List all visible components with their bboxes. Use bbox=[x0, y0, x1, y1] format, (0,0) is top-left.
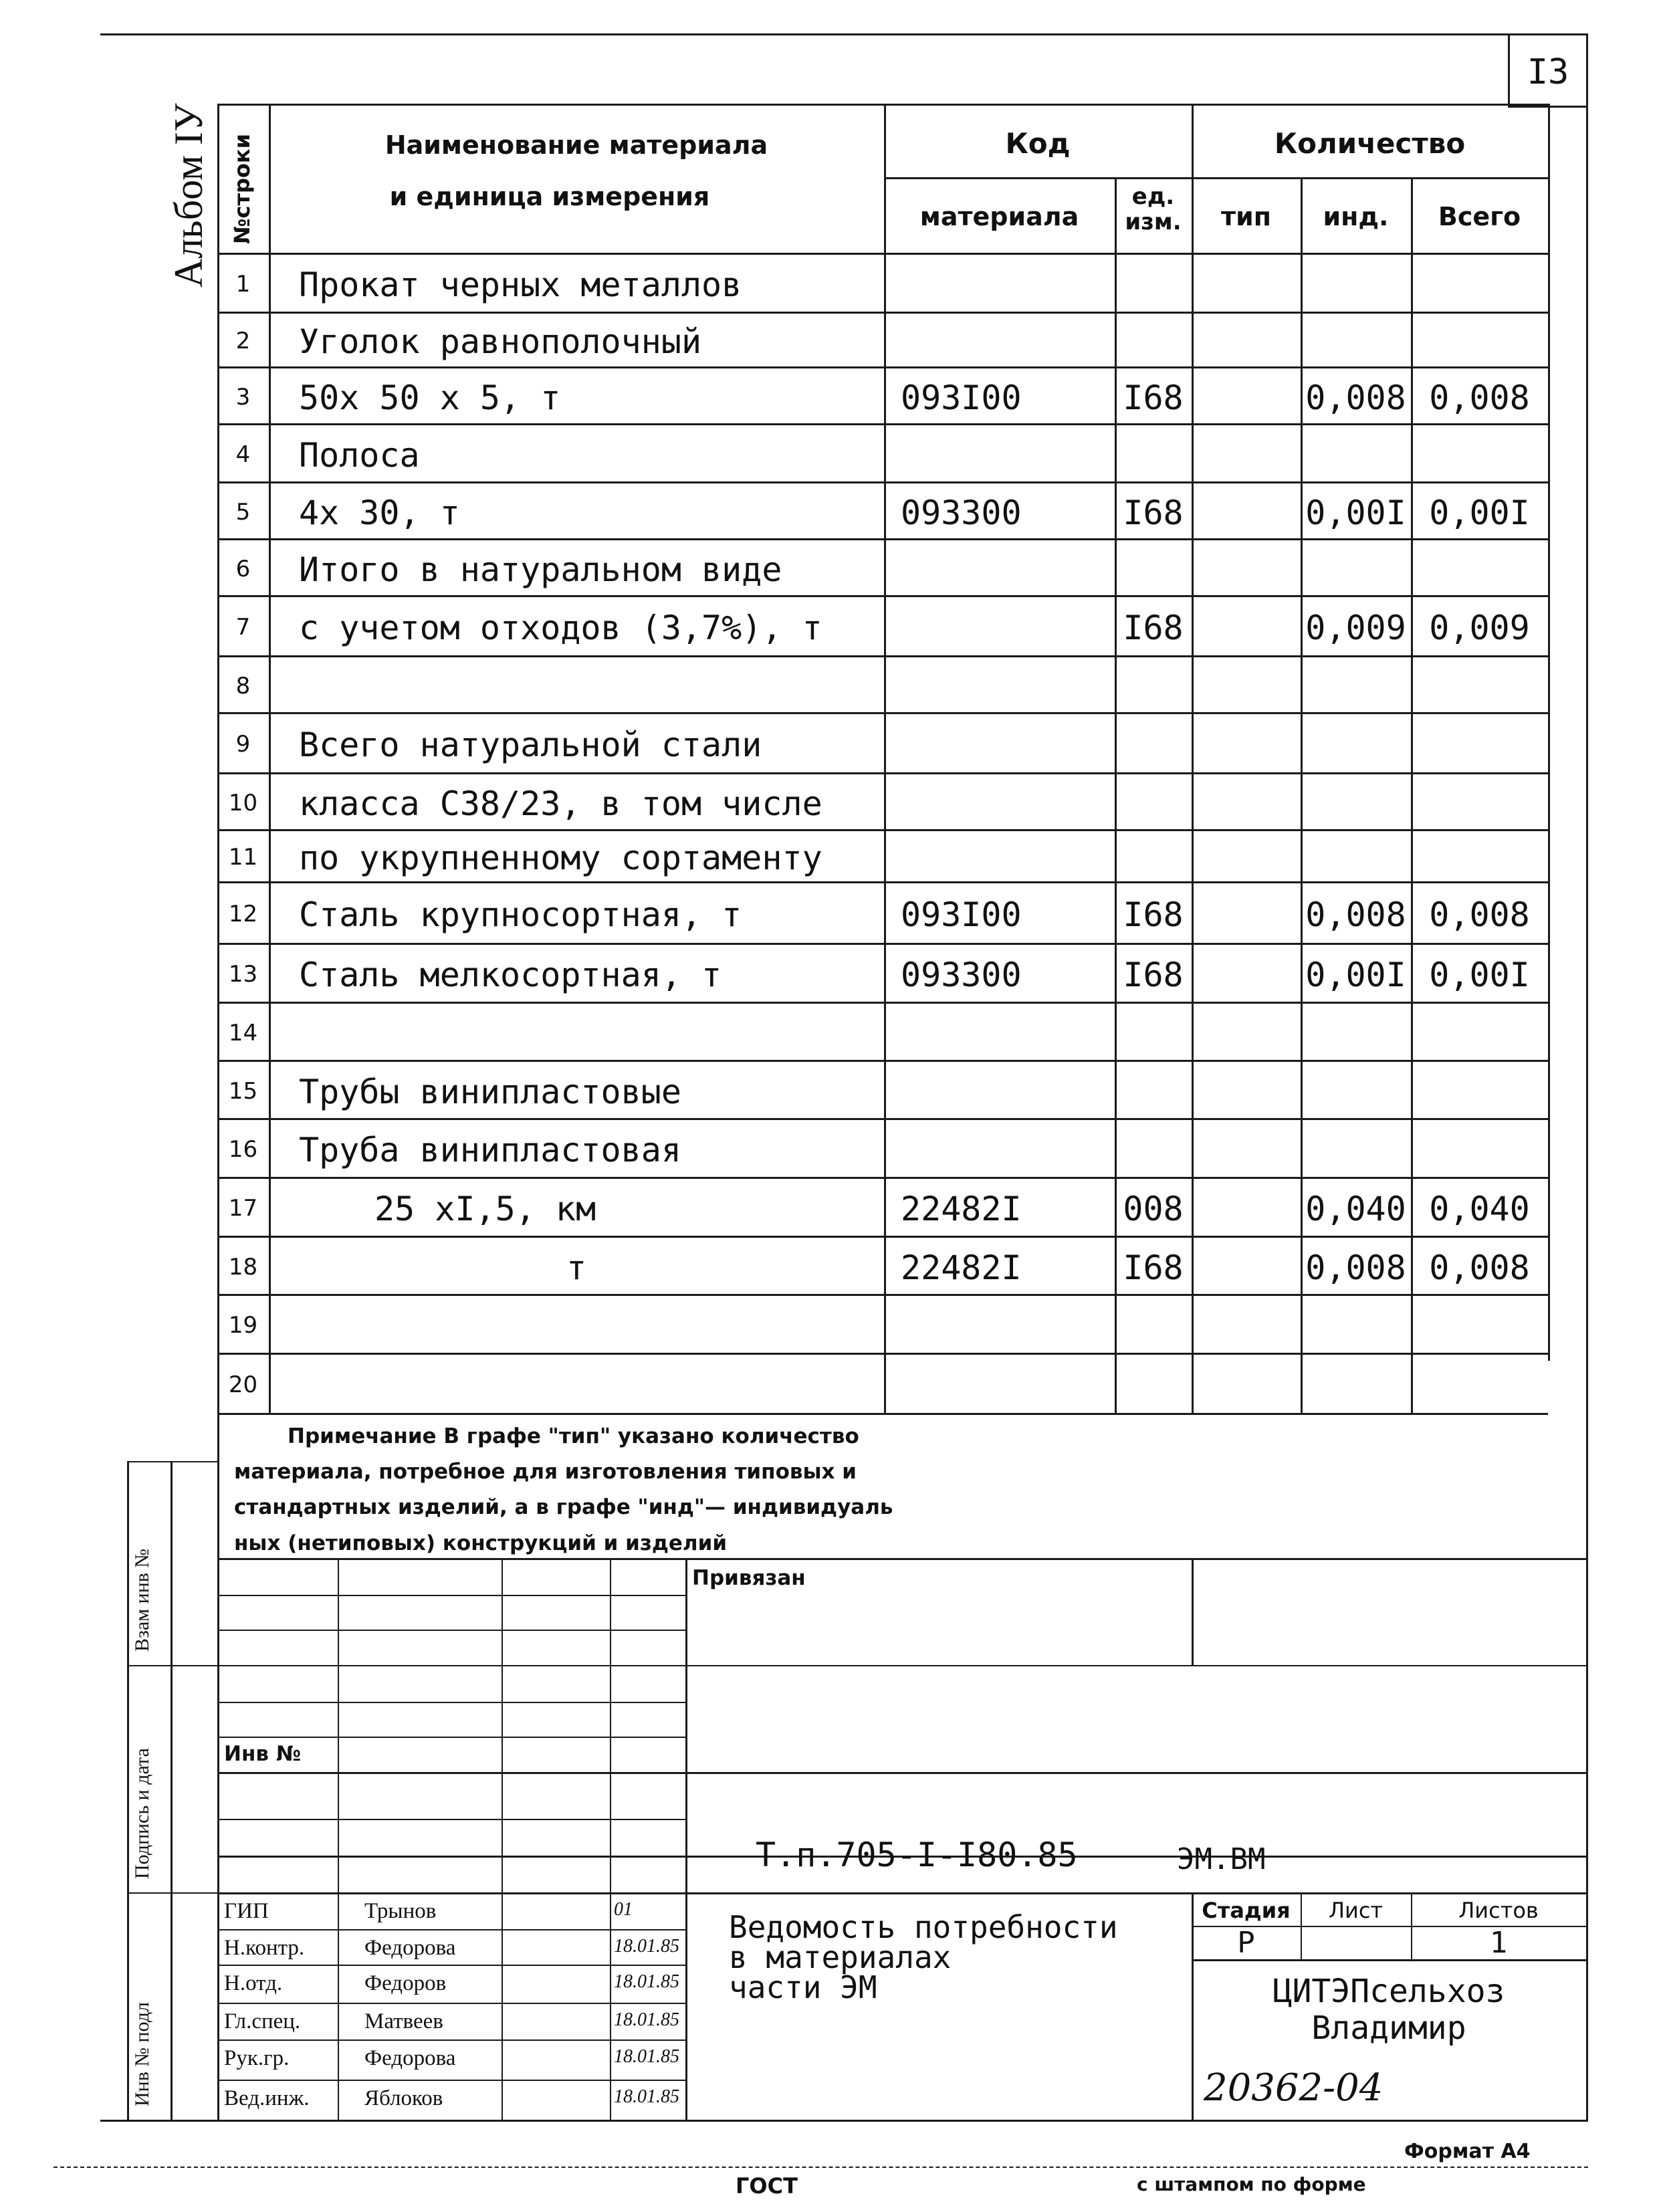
row-number: 10 bbox=[228, 789, 258, 816]
cell-ind: 0,00I bbox=[1305, 956, 1406, 994]
row-divider bbox=[217, 1177, 1548, 1179]
cell-unit: I68 bbox=[1123, 895, 1184, 934]
doc-title-line3: части ЭМ bbox=[729, 1969, 877, 2005]
margin-sign-date: Подпись и дата bbox=[131, 1748, 153, 1879]
stamp-date: 01 bbox=[614, 1899, 633, 1920]
note-line3: стандартных изделий, а в графе "инд"— индивидуаль bbox=[234, 1495, 893, 1519]
cell-unit: I68 bbox=[1123, 493, 1184, 532]
cell-total: 0,008 bbox=[1429, 895, 1530, 934]
cell-code: 093300 bbox=[901, 493, 1022, 532]
cell-unit: I68 bbox=[1123, 378, 1184, 417]
stamp-role: ГИП bbox=[224, 1899, 269, 1923]
stamp-name: Яблоков bbox=[364, 2086, 443, 2110]
cell-unit: I68 bbox=[1123, 1248, 1184, 1287]
stamp-date: 18.01.85 bbox=[614, 1936, 679, 1957]
header-row-no: №строки bbox=[229, 133, 255, 244]
header-material: материала bbox=[919, 202, 1079, 231]
row-number: 7 bbox=[235, 614, 251, 641]
row-divider bbox=[217, 1353, 1548, 1355]
stage-value: Р bbox=[1237, 1926, 1255, 1960]
row-divider bbox=[217, 423, 1548, 425]
row-number: 3 bbox=[235, 383, 251, 411]
material-name: Сталь крупносортная, т bbox=[299, 895, 742, 934]
row-number: 19 bbox=[228, 1312, 258, 1339]
material-name: Всего натуральной стали bbox=[299, 726, 762, 764]
inventory-number: 20362-04 bbox=[1204, 2066, 1384, 2110]
cell-ind: 0,008 bbox=[1305, 378, 1406, 417]
material-name: 4x 30, т bbox=[299, 493, 460, 532]
cell-code: 22482I bbox=[901, 1190, 1022, 1228]
stamp-name: Матвеев bbox=[364, 2009, 443, 2033]
cell-code: 22482I bbox=[901, 1248, 1022, 1287]
cell-ind: 0,040 bbox=[1305, 1190, 1406, 1228]
material-name: с учетом отходов (3,7%), т bbox=[299, 609, 822, 647]
row-number: 20 bbox=[228, 1371, 258, 1398]
doc-mark: ЭМ.ВМ bbox=[1177, 1842, 1266, 1876]
row-number: 6 bbox=[235, 555, 251, 582]
cell-total: 0,008 bbox=[1429, 1248, 1530, 1287]
row-number: 11 bbox=[228, 844, 258, 871]
cell-code: 093300 bbox=[901, 956, 1022, 994]
sheet-label: Лист bbox=[1328, 1898, 1384, 1923]
row-divider bbox=[217, 943, 1548, 945]
material-name: Трубы винипластовые bbox=[299, 1072, 681, 1111]
row-number: 2 bbox=[235, 328, 251, 354]
row-number: 18 bbox=[228, 1253, 258, 1281]
stamp-role: Вед.инж. bbox=[224, 2086, 310, 2110]
material-name: Уголок равнополочный bbox=[299, 322, 702, 361]
cell-total: 0,040 bbox=[1429, 1190, 1530, 1228]
row-divider bbox=[217, 1236, 1548, 1238]
note-line4: ных (нетиповых) конструкций и изделий bbox=[234, 1531, 728, 1555]
row-number: 17 bbox=[228, 1195, 258, 1222]
stamp-role: Н.контр. bbox=[224, 1936, 305, 1960]
material-name: 50x 50 x 5, т bbox=[299, 378, 561, 417]
stamp-date: 18.01.85 bbox=[614, 2046, 679, 2067]
row-divider bbox=[217, 1294, 1548, 1296]
stage-label: Стадия bbox=[1202, 1898, 1291, 1923]
margin-replace-inv: Взам инв № bbox=[131, 1548, 153, 1652]
stamp-name: Федорова bbox=[364, 2046, 456, 2070]
row-number: 1 bbox=[235, 271, 251, 298]
row-number: 5 bbox=[235, 498, 251, 526]
row-number: 16 bbox=[228, 1136, 258, 1163]
header-ind: инд. bbox=[1323, 202, 1389, 231]
row-divider bbox=[217, 538, 1548, 540]
org-line2: Владимир bbox=[1311, 2009, 1466, 2047]
binding-label: Привязан bbox=[692, 1566, 806, 1590]
row-number: 12 bbox=[228, 901, 258, 927]
material-name: Итого в натуральном виде bbox=[299, 550, 782, 589]
header-name-line2: и единица измерения bbox=[389, 182, 710, 211]
material-name: Труба винипластовая bbox=[299, 1131, 681, 1170]
stamp-form-note: с штампом по форме bbox=[1137, 2173, 1366, 2195]
material-name: Прокат черных металлов bbox=[299, 265, 742, 304]
row-number: 14 bbox=[228, 1019, 258, 1046]
row-divider bbox=[217, 1118, 1548, 1120]
material-name: Сталь мелкосортная, т bbox=[299, 956, 722, 994]
row-divider bbox=[217, 655, 1548, 657]
inv-no-label: Инв № bbox=[224, 1742, 302, 1766]
row-divider bbox=[217, 881, 1548, 883]
cell-ind: 0,009 bbox=[1305, 609, 1406, 647]
cell-unit: I68 bbox=[1123, 956, 1184, 994]
cell-total: 0,008 bbox=[1429, 378, 1530, 417]
row-number: 8 bbox=[235, 672, 251, 699]
stamp-name: Трынов bbox=[364, 1899, 437, 1923]
material-name: Полоса bbox=[299, 435, 420, 475]
material-name: по укрупненному сортаменту bbox=[299, 839, 822, 877]
stamp-role: Гл.спец. bbox=[224, 2009, 301, 2033]
row-number: 15 bbox=[228, 1077, 258, 1105]
header-quantity: Количество bbox=[1274, 127, 1466, 160]
header-type: тип bbox=[1221, 202, 1271, 231]
format-label: Формат А4 bbox=[1404, 2140, 1531, 2163]
cell-total: 0,009 bbox=[1429, 609, 1530, 647]
row-number: 9 bbox=[235, 731, 251, 758]
header-total: Всего bbox=[1438, 202, 1521, 231]
row-number: 13 bbox=[228, 961, 258, 988]
sheets-value: 1 bbox=[1489, 1926, 1508, 1960]
material-name: класса С38/23, в том числе bbox=[299, 784, 822, 823]
cell-ind: 0,008 bbox=[1305, 895, 1406, 934]
cell-code: 093I00 bbox=[901, 895, 1022, 934]
row-divider bbox=[217, 481, 1548, 483]
cell-unit: 008 bbox=[1123, 1190, 1184, 1228]
row-divider bbox=[217, 1002, 1548, 1004]
row-divider bbox=[217, 1060, 1548, 1062]
material-name: т bbox=[566, 1248, 587, 1287]
stamp-name: Федорова bbox=[364, 1936, 456, 1960]
cell-unit: I68 bbox=[1123, 609, 1184, 647]
row-divider bbox=[217, 829, 1548, 831]
cell-total: 0,00I bbox=[1429, 956, 1530, 994]
page-number: I3 bbox=[1527, 52, 1569, 92]
margin-inv-orig: Инв № подл bbox=[131, 2002, 153, 2106]
row-divider bbox=[217, 366, 1548, 368]
stamp-role: Рук.гр. bbox=[224, 2046, 290, 2070]
doc-title-line2: в материалах bbox=[729, 1939, 952, 1975]
note-line2: материала, потребное для изготовления типовых и bbox=[234, 1460, 857, 1484]
header-unit: ед. изм. bbox=[1125, 183, 1182, 235]
stamp-date: 18.01.85 bbox=[614, 2086, 679, 2107]
cell-ind: 0,008 bbox=[1305, 1248, 1406, 1287]
stamp-name: Федоров bbox=[364, 1971, 447, 1995]
org-line1: ЦИТЭПсельхоз bbox=[1273, 1973, 1505, 2010]
gost-label: ГОСТ bbox=[736, 2173, 798, 2199]
stamp-date: 18.01.85 bbox=[614, 1971, 679, 1992]
material-name: 25 xI,5, км bbox=[374, 1190, 596, 1228]
row-divider bbox=[217, 312, 1548, 314]
header-code: Код bbox=[1005, 127, 1071, 160]
cell-ind: 0,00I bbox=[1305, 493, 1406, 532]
doc-title-line1: Ведомость потребности bbox=[729, 1909, 1118, 1945]
row-divider bbox=[217, 595, 1548, 597]
cell-code: 093I00 bbox=[901, 378, 1022, 417]
sheets-label: Листов bbox=[1458, 1898, 1539, 1923]
row-divider bbox=[217, 772, 1548, 774]
stamp-date: 18.01.85 bbox=[614, 2009, 679, 2030]
header-name-line1: Наименование материала bbox=[384, 130, 768, 160]
note-line1: Примечание В графе "тип" указано количество bbox=[288, 1424, 859, 1448]
album-label: Альбом IУ bbox=[167, 103, 211, 288]
cell-total: 0,00I bbox=[1429, 493, 1530, 532]
row-divider bbox=[217, 712, 1548, 714]
doc-code: Т.п.705-I-I80.85 bbox=[756, 1836, 1078, 1874]
row-number: 4 bbox=[235, 441, 251, 468]
stamp-role: Н.отд. bbox=[224, 1971, 283, 1995]
